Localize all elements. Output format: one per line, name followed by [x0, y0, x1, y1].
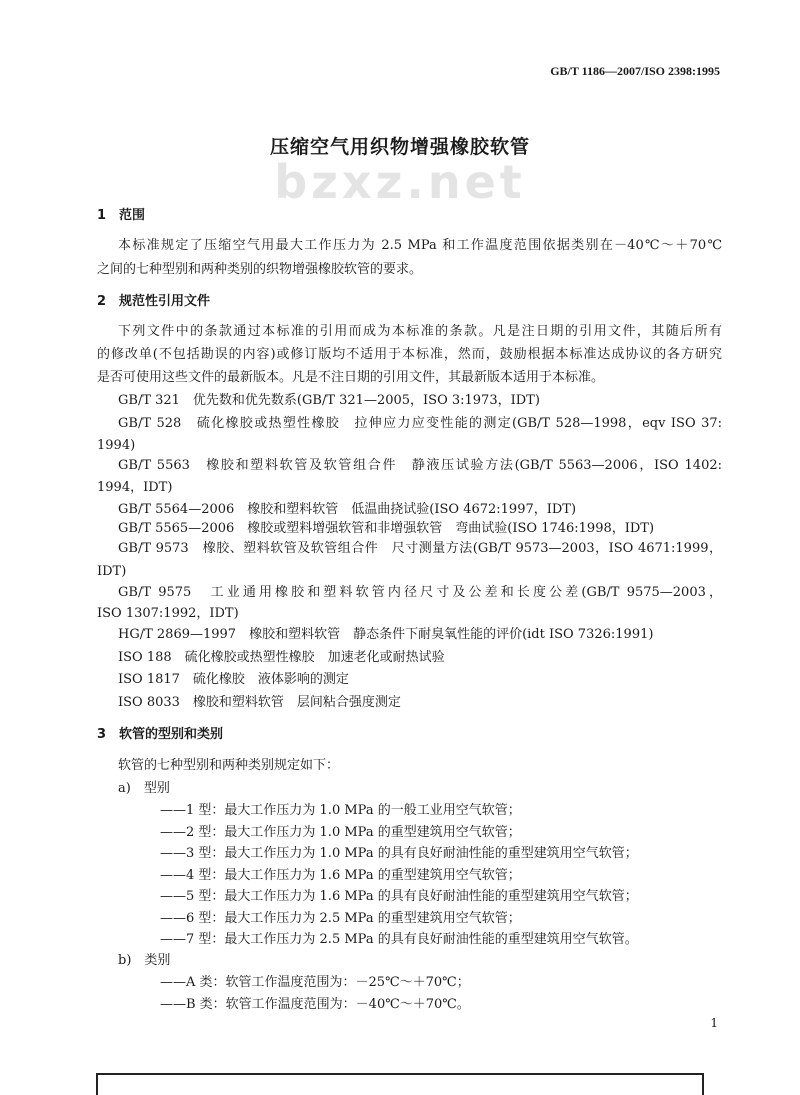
reference-item: GB/T 9575 工业通用橡胶和塑料软管内径尺寸及公差和长度公差(GB/T 9575—2003，: [118, 585, 722, 600]
type-item: ——4 型：最大工作压力为 1.6 MPa 的重型建筑用空气软管；: [160, 868, 521, 883]
type-item: ——2 型：最大工作压力为 1.0 MPa 的重型建筑用空气软管；: [160, 825, 521, 840]
reference-item-cont: 1994): [97, 438, 136, 453]
standard-number-header: GB/T 1186—2007/ISO 2398:1995: [550, 64, 720, 78]
type-item: ——1 型：最大工作压力为 1.0 MPa 的一般工业用空气软管；: [160, 803, 521, 818]
list-label-a: a) 型别: [118, 781, 170, 796]
document-title: 压缩空气用织物增强橡胶软管: [269, 136, 530, 158]
list-label-b: b) 类别: [118, 953, 171, 968]
paragraph-line: 的修改单(不包括勘误的内容)或修订版均不适用于本标准，然而，鼓励根据本标准达成协议的各方研究: [97, 347, 722, 362]
type-item: ——7 型：最大工作压力为 2.5 MPa 的具有良好耐油性能的重型建筑用空气软管。: [160, 932, 638, 947]
reference-item: GB/T 9573 橡胶、塑料软管及软管组合件 尺寸测量方法(GB/T 9573—2003，ISO 4671:1999，: [118, 541, 722, 556]
reference-item: HG/T 2869—1997 橡胶和塑料软管 静态条件下耐臭氧性能的评价(idt ISO 7326:1991): [118, 627, 654, 642]
type-item: ——5 型：最大工作压力为 1.6 MPa 的具有良好耐油性能的重型建筑用空气软管；: [160, 889, 638, 904]
reference-item: GB/T 5564—2006 橡胶和塑料软管 低温曲挠试验(ISO 4672:1997，IDT): [118, 502, 577, 517]
reference-item-cont: ISO 1307:1992，IDT): [97, 606, 239, 621]
section-3-heading: 3 软管的型别和类别: [97, 727, 224, 742]
reference-item: GB/T 321 优先数和优先数系(GB/T 321—2005，ISO 3:1973，IDT): [118, 393, 540, 408]
watermark: bzxz.net: [274, 160, 526, 204]
reference-item: GB/T 5563 橡胶和塑料软管及软管组合件 静液压试验方法(GB/T 5563—2006，ISO 1402:: [118, 458, 722, 473]
reference-item: GB/T 5565—2006 橡胶或塑料增强软管和非增强软管 弯曲试验(ISO 1746:1998，IDT): [118, 521, 655, 536]
reference-item: ISO 188 硫化橡胶或热塑性橡胶 加速老化或耐热试验: [118, 650, 445, 665]
paragraph-line: 本标准规定了压缩空气用最大工作压力为 2.5 MPa 和工作温度范围依据类别在－40℃～＋70℃: [118, 238, 722, 253]
reference-item: ISO 1817 硫化橡胶 液体影响的测定: [118, 672, 349, 687]
reference-item-cont: IDT): [97, 564, 127, 579]
bottom-frame: [96, 1073, 704, 1095]
class-item: ——B 类：软管工作温度范围为：－40℃～＋70℃。: [160, 997, 470, 1012]
paragraph-line: 软管的七种型别和两种类别规定如下：: [118, 758, 340, 773]
type-item: ——6 型：最大工作压力为 2.5 MPa 的重型建筑用空气软管；: [160, 911, 521, 926]
type-item: ——3 型：最大工作压力为 1.0 MPa 的具有良好耐油性能的重型建筑用空气软管；: [160, 846, 638, 861]
page-number: 1: [710, 1016, 718, 1030]
reference-item: ISO 8033 橡胶和塑料软管 层间粘合强度测定: [118, 695, 401, 710]
class-item: ——A 类：软管工作温度范围为：－25℃～＋70℃；: [160, 975, 470, 990]
paragraph-line: 是否可使用这些文件的最新版本。凡是不注日期的引用文件，其最新版本适用于本标准。: [97, 370, 605, 385]
section-1-heading: 1 范围: [97, 208, 146, 223]
paragraph-line: 之间的七种型别和两种类别的织物增强橡胶软管的要求。: [97, 262, 423, 277]
reference-item: GB/T 528 硫化橡胶或热塑性橡胶 拉伸应力应变性能的测定(GB/T 528—1998，eqv ISO 37:: [118, 416, 722, 431]
reference-item-cont: 1994，IDT): [97, 480, 173, 495]
paragraph-line: 下列文件中的条款通过本标准的引用而成为本标准的条款。凡是注日期的引用文件，其随后所有: [118, 324, 722, 339]
section-2-heading: 2 规范性引用文件: [97, 294, 211, 309]
